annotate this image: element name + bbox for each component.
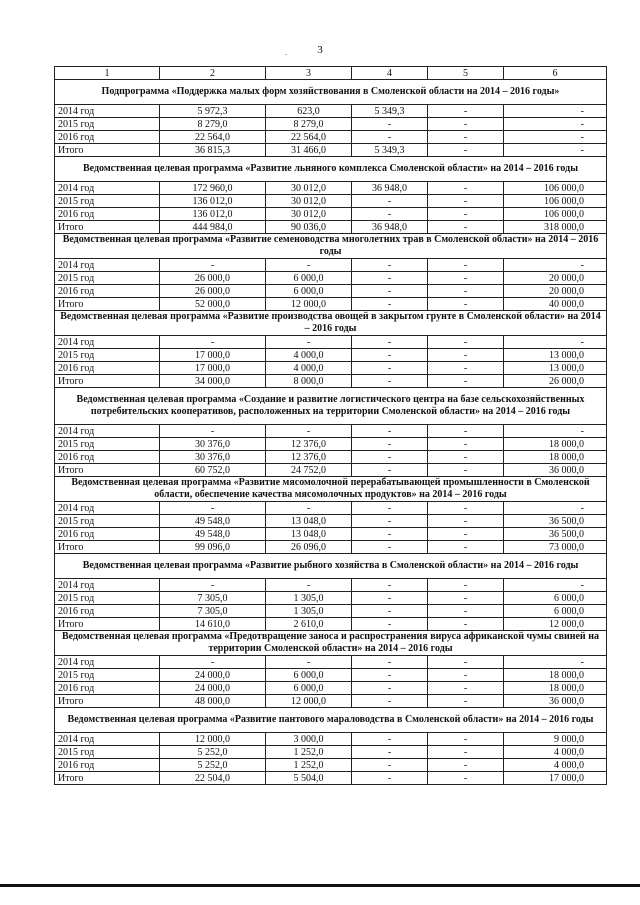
table-row xyxy=(55,195,607,208)
table-row xyxy=(55,682,607,695)
year-cell: 2015 год xyxy=(55,195,160,208)
value-cell: - xyxy=(504,105,607,118)
value-cell: - xyxy=(352,336,428,349)
value-cell: 5 349,3 xyxy=(352,144,428,157)
value-cell: - xyxy=(352,695,428,708)
year-cell: 2014 год xyxy=(55,182,160,195)
value-cell: - xyxy=(428,451,504,464)
value-cell: 40 000,0 xyxy=(504,298,607,311)
value-cell: 6 000,0 xyxy=(504,605,607,618)
value-cell: - xyxy=(504,336,607,349)
value-cell: 5 252,0 xyxy=(160,746,266,759)
value-cell: 5 252,0 xyxy=(160,759,266,772)
value-cell: - xyxy=(352,772,428,785)
value-cell: - xyxy=(428,656,504,669)
value-cell: - xyxy=(352,285,428,298)
value-cell: 30 012,0 xyxy=(266,182,352,195)
value-cell: 49 548,0 xyxy=(160,528,266,541)
value-cell: - xyxy=(352,746,428,759)
value-cell: 18 000,0 xyxy=(504,438,607,451)
table-row xyxy=(55,131,607,144)
table-row xyxy=(55,618,607,631)
value-cell: - xyxy=(352,541,428,554)
bottom-border xyxy=(0,884,640,887)
table-row xyxy=(55,208,607,221)
value-cell: 18 000,0 xyxy=(504,682,607,695)
value-cell: - xyxy=(428,605,504,618)
year-cell: 2015 год xyxy=(55,438,160,451)
value-cell: 623,0 xyxy=(266,105,352,118)
section-title: Ведомственная целевая программа «Развитие рыбного хозяйства в Смоленской области» на 2014 – 2016 годы xyxy=(55,554,607,579)
table-row xyxy=(55,592,607,605)
year-cell: 2015 год xyxy=(55,669,160,682)
header-cell: 1 xyxy=(55,67,160,80)
table-body xyxy=(55,67,607,785)
section-title-row xyxy=(55,157,607,182)
value-cell: - xyxy=(352,451,428,464)
value-cell: - xyxy=(352,375,428,388)
year-cell: 2015 год xyxy=(55,272,160,285)
value-cell: 17 000,0 xyxy=(504,772,607,785)
table-row xyxy=(55,656,607,669)
value-cell: 136 012,0 xyxy=(160,208,266,221)
value-cell: - xyxy=(160,259,266,272)
value-cell: - xyxy=(352,195,428,208)
value-cell: 106 000,0 xyxy=(504,208,607,221)
value-cell: 36 948,0 xyxy=(352,221,428,234)
value-cell: 36 815,3 xyxy=(160,144,266,157)
value-cell: 172 960,0 xyxy=(160,182,266,195)
value-cell: 9 000,0 xyxy=(504,733,607,746)
table-row xyxy=(55,298,607,311)
year-cell: 2014 год xyxy=(55,579,160,592)
value-cell: - xyxy=(428,105,504,118)
table-row xyxy=(55,438,607,451)
value-cell: 12 000,0 xyxy=(266,695,352,708)
table-row xyxy=(55,144,607,157)
header-cell: 3 xyxy=(266,67,352,80)
value-cell: - xyxy=(428,349,504,362)
header-row xyxy=(55,67,607,80)
value-cell: 90 036,0 xyxy=(266,221,352,234)
value-cell: - xyxy=(504,579,607,592)
value-cell: - xyxy=(428,272,504,285)
year-cell: 2014 год xyxy=(55,425,160,438)
value-cell: 106 000,0 xyxy=(504,195,607,208)
year-cell: 2015 год xyxy=(55,592,160,605)
value-cell: 52 000,0 xyxy=(160,298,266,311)
value-cell: 49 548,0 xyxy=(160,515,266,528)
value-cell: - xyxy=(352,362,428,375)
year-cell: 2014 год xyxy=(55,502,160,515)
section-title: Ведомственная целевая программа «Развитие производства овощей в закрытом грунте в Смоленской области» на 2014 – 2016 годы xyxy=(55,311,607,336)
table-row xyxy=(55,502,607,515)
year-cell: 2016 год xyxy=(55,759,160,772)
value-cell: 60 752,0 xyxy=(160,464,266,477)
value-cell: 36 500,0 xyxy=(504,528,607,541)
value-cell: - xyxy=(428,502,504,515)
value-cell: 3 000,0 xyxy=(266,733,352,746)
year-cell: Итого xyxy=(55,464,160,477)
section-title-row xyxy=(55,234,607,259)
value-cell: - xyxy=(504,144,607,157)
value-cell: 106 000,0 xyxy=(504,182,607,195)
value-cell: - xyxy=(504,656,607,669)
section-title-row xyxy=(55,388,607,425)
table-row xyxy=(55,669,607,682)
value-cell: 1 305,0 xyxy=(266,605,352,618)
value-cell: - xyxy=(428,682,504,695)
year-cell: 2016 год xyxy=(55,528,160,541)
section-title-row xyxy=(55,708,607,733)
value-cell: 6 000,0 xyxy=(266,682,352,695)
value-cell: - xyxy=(160,656,266,669)
value-cell: 5 972,3 xyxy=(160,105,266,118)
section-title: Ведомственная целевая программа «Предотвращение заноса и распространения вируса африканской чумы свиней на территории Смоленской области» на 2014 – 2016 годы xyxy=(55,631,607,656)
value-cell: 99 096,0 xyxy=(160,541,266,554)
value-cell: 12 000,0 xyxy=(504,618,607,631)
year-cell: 2014 год xyxy=(55,733,160,746)
section-title-row xyxy=(55,477,607,502)
year-cell: 2016 год xyxy=(55,208,160,221)
value-cell: - xyxy=(160,336,266,349)
table-row xyxy=(55,733,607,746)
section-title: Ведомственная целевая программа «Развитие мясомолочной перерабатывающей промышленности в Смоленской области, обеспечение качества мясомолочных продуктов» на 2014 – 2016 годы xyxy=(55,477,607,502)
value-cell: 12 000,0 xyxy=(266,298,352,311)
header-cell: 6 xyxy=(504,67,607,80)
value-cell: - xyxy=(160,502,266,515)
value-cell: 8 279,0 xyxy=(160,118,266,131)
value-cell: - xyxy=(428,438,504,451)
value-cell: 12 376,0 xyxy=(266,438,352,451)
year-cell: 2016 год xyxy=(55,131,160,144)
header-cell: 5 xyxy=(428,67,504,80)
value-cell: - xyxy=(352,515,428,528)
value-cell: - xyxy=(352,464,428,477)
value-cell: 5 504,0 xyxy=(266,772,352,785)
value-cell: 34 000,0 xyxy=(160,375,266,388)
value-cell: 48 000,0 xyxy=(160,695,266,708)
table-row xyxy=(55,464,607,477)
value-cell: - xyxy=(352,502,428,515)
year-cell: Итого xyxy=(55,221,160,234)
value-cell: 1 252,0 xyxy=(266,759,352,772)
year-cell: 2015 год xyxy=(55,515,160,528)
table-row xyxy=(55,451,607,464)
table-row xyxy=(55,362,607,375)
value-cell: - xyxy=(428,118,504,131)
value-cell: 30 012,0 xyxy=(266,195,352,208)
year-cell: Итого xyxy=(55,375,160,388)
year-cell: Итого xyxy=(55,541,160,554)
section-title-row xyxy=(55,80,607,105)
header-cell: 4 xyxy=(352,67,428,80)
value-cell: - xyxy=(428,195,504,208)
table-row xyxy=(55,105,607,118)
table-row xyxy=(55,579,607,592)
value-cell: - xyxy=(352,131,428,144)
table-row xyxy=(55,272,607,285)
value-cell: - xyxy=(352,605,428,618)
table-row xyxy=(55,118,607,131)
table-row xyxy=(55,695,607,708)
table-row xyxy=(55,182,607,195)
value-cell: 36 000,0 xyxy=(504,464,607,477)
value-cell: - xyxy=(428,695,504,708)
year-cell: 2014 год xyxy=(55,336,160,349)
value-cell: - xyxy=(428,425,504,438)
value-cell: 22 564,0 xyxy=(266,131,352,144)
value-cell: - xyxy=(428,298,504,311)
value-cell: 8 279,0 xyxy=(266,118,352,131)
value-cell: - xyxy=(428,464,504,477)
value-cell: - xyxy=(428,592,504,605)
value-cell: - xyxy=(352,272,428,285)
value-cell: 26 000,0 xyxy=(504,375,607,388)
value-cell: - xyxy=(266,656,352,669)
value-cell: - xyxy=(428,182,504,195)
year-cell: 2016 год xyxy=(55,451,160,464)
value-cell: 13 000,0 xyxy=(504,362,607,375)
value-cell: 18 000,0 xyxy=(504,669,607,682)
section-title-row xyxy=(55,554,607,579)
table-row xyxy=(55,541,607,554)
table-row xyxy=(55,336,607,349)
value-cell: - xyxy=(160,425,266,438)
value-cell: - xyxy=(504,502,607,515)
value-cell: - xyxy=(352,579,428,592)
value-cell: 12 376,0 xyxy=(266,451,352,464)
value-cell: - xyxy=(428,515,504,528)
year-cell: Итого xyxy=(55,772,160,785)
value-cell: - xyxy=(352,759,428,772)
value-cell: - xyxy=(428,285,504,298)
year-cell: 2016 год xyxy=(55,285,160,298)
table-row xyxy=(55,528,607,541)
value-cell: - xyxy=(504,425,607,438)
value-cell: 7 305,0 xyxy=(160,592,266,605)
value-cell: 4 000,0 xyxy=(266,362,352,375)
section-title: Ведомственная целевая программа «Создание и развитие логистического центра на базе сельскохозяйственных потребительских кооперативов, расположенных на территории Смоленской области» на 2014 – 2016 годы xyxy=(55,388,607,425)
value-cell: - xyxy=(504,118,607,131)
table-row xyxy=(55,221,607,234)
year-cell: 2015 год xyxy=(55,118,160,131)
section-title-row xyxy=(55,311,607,336)
value-cell: 6 000,0 xyxy=(266,669,352,682)
value-cell: - xyxy=(428,528,504,541)
value-cell: - xyxy=(428,362,504,375)
value-cell: - xyxy=(428,733,504,746)
value-cell: - xyxy=(352,425,428,438)
value-cell: - xyxy=(266,502,352,515)
year-cell: Итого xyxy=(55,144,160,157)
value-cell: - xyxy=(428,669,504,682)
value-cell: 2 610,0 xyxy=(266,618,352,631)
value-cell: - xyxy=(352,528,428,541)
value-cell: - xyxy=(428,541,504,554)
table-row xyxy=(55,759,607,772)
table-row xyxy=(55,772,607,785)
value-cell: 4 000,0 xyxy=(504,746,607,759)
value-cell: - xyxy=(428,772,504,785)
year-cell: 2015 год xyxy=(55,746,160,759)
table-row xyxy=(55,425,607,438)
value-cell: 20 000,0 xyxy=(504,272,607,285)
year-cell: 2014 год xyxy=(55,656,160,669)
value-cell: - xyxy=(504,259,607,272)
year-cell: Итого xyxy=(55,298,160,311)
value-cell: 30 012,0 xyxy=(266,208,352,221)
value-cell: 4 000,0 xyxy=(504,759,607,772)
value-cell: 5 349,3 xyxy=(352,105,428,118)
year-cell: 2015 год xyxy=(55,349,160,362)
value-cell: 22 564,0 xyxy=(160,131,266,144)
section-title: Подпрограмма «Поддержка малых форм хозяйствования в Смоленской области на 2014 – 2016 годы» xyxy=(55,80,607,105)
value-cell: - xyxy=(428,259,504,272)
section-title: Ведомственная целевая программа «Развитие семеноводства многолетних трав в Смоленской области» на 2014 – 2016 годы xyxy=(55,234,607,259)
value-cell: - xyxy=(352,618,428,631)
value-cell: 444 984,0 xyxy=(160,221,266,234)
value-cell: - xyxy=(160,579,266,592)
value-cell: - xyxy=(352,298,428,311)
value-cell: 36 000,0 xyxy=(504,695,607,708)
header-cell: 2 xyxy=(160,67,266,80)
value-cell: - xyxy=(352,349,428,362)
value-cell: 20 000,0 xyxy=(504,285,607,298)
value-cell: 36 500,0 xyxy=(504,515,607,528)
value-cell: 4 000,0 xyxy=(266,349,352,362)
value-cell: 24 000,0 xyxy=(160,682,266,695)
value-cell: 13 048,0 xyxy=(266,515,352,528)
value-cell: 12 000,0 xyxy=(160,733,266,746)
value-cell: 26 000,0 xyxy=(160,285,266,298)
value-cell: 36 948,0 xyxy=(352,182,428,195)
value-cell: - xyxy=(428,759,504,772)
value-cell: - xyxy=(352,438,428,451)
value-cell: - xyxy=(352,669,428,682)
year-cell: 2014 год xyxy=(55,259,160,272)
value-cell: 24 000,0 xyxy=(160,669,266,682)
value-cell: - xyxy=(266,259,352,272)
scan-mark: . xyxy=(285,48,287,57)
value-cell: 30 376,0 xyxy=(160,451,266,464)
table-row xyxy=(55,259,607,272)
table-row xyxy=(55,746,607,759)
table-row xyxy=(55,515,607,528)
value-cell: 1 305,0 xyxy=(266,592,352,605)
table-row xyxy=(55,349,607,362)
value-cell: - xyxy=(352,118,428,131)
value-cell: - xyxy=(352,656,428,669)
table-row xyxy=(55,375,607,388)
value-cell: - xyxy=(352,682,428,695)
value-cell: - xyxy=(428,375,504,388)
section-title: Ведомственная целевая программа «Развитие льняного комплекса Смоленской области» на 2014 – 2016 годы xyxy=(55,157,607,182)
value-cell: - xyxy=(428,144,504,157)
value-cell: 13 048,0 xyxy=(266,528,352,541)
page-number: 3 xyxy=(317,44,323,56)
value-cell: 17 000,0 xyxy=(160,349,266,362)
year-cell: 2014 год xyxy=(55,105,160,118)
value-cell: - xyxy=(428,221,504,234)
value-cell: - xyxy=(504,131,607,144)
year-cell: 2016 год xyxy=(55,682,160,695)
value-cell: 1 252,0 xyxy=(266,746,352,759)
value-cell: - xyxy=(428,208,504,221)
year-cell: Итого xyxy=(55,618,160,631)
value-cell: 18 000,0 xyxy=(504,451,607,464)
value-cell: 22 504,0 xyxy=(160,772,266,785)
value-cell: 136 012,0 xyxy=(160,195,266,208)
value-cell: 17 000,0 xyxy=(160,362,266,375)
section-title-row xyxy=(55,631,607,656)
value-cell: 6 000,0 xyxy=(504,592,607,605)
value-cell: 8 000,0 xyxy=(266,375,352,388)
year-cell: 2016 год xyxy=(55,362,160,375)
value-cell: 30 376,0 xyxy=(160,438,266,451)
value-cell: - xyxy=(428,336,504,349)
value-cell: - xyxy=(266,425,352,438)
value-cell: - xyxy=(428,618,504,631)
value-cell: 6 000,0 xyxy=(266,272,352,285)
value-cell: 14 610,0 xyxy=(160,618,266,631)
value-cell: - xyxy=(352,592,428,605)
value-cell: 6 000,0 xyxy=(266,285,352,298)
value-cell: - xyxy=(266,579,352,592)
value-cell: 7 305,0 xyxy=(160,605,266,618)
value-cell: 26 096,0 xyxy=(266,541,352,554)
budget-table xyxy=(54,66,607,785)
value-cell: 24 752,0 xyxy=(266,464,352,477)
value-cell: - xyxy=(428,746,504,759)
table-row xyxy=(55,605,607,618)
value-cell: - xyxy=(428,579,504,592)
value-cell: 318 000,0 xyxy=(504,221,607,234)
section-title: Ведомственная целевая программа «Развитие пантового мараловодства в Смоленской области» на 2014 – 2016 годы xyxy=(55,708,607,733)
value-cell: - xyxy=(352,208,428,221)
value-cell: - xyxy=(352,259,428,272)
value-cell: 31 466,0 xyxy=(266,144,352,157)
value-cell: - xyxy=(352,733,428,746)
value-cell: 73 000,0 xyxy=(504,541,607,554)
year-cell: 2016 год xyxy=(55,605,160,618)
value-cell: - xyxy=(266,336,352,349)
value-cell: 26 000,0 xyxy=(160,272,266,285)
value-cell: 13 000,0 xyxy=(504,349,607,362)
year-cell: Итого xyxy=(55,695,160,708)
value-cell: - xyxy=(428,131,504,144)
table-row xyxy=(55,285,607,298)
